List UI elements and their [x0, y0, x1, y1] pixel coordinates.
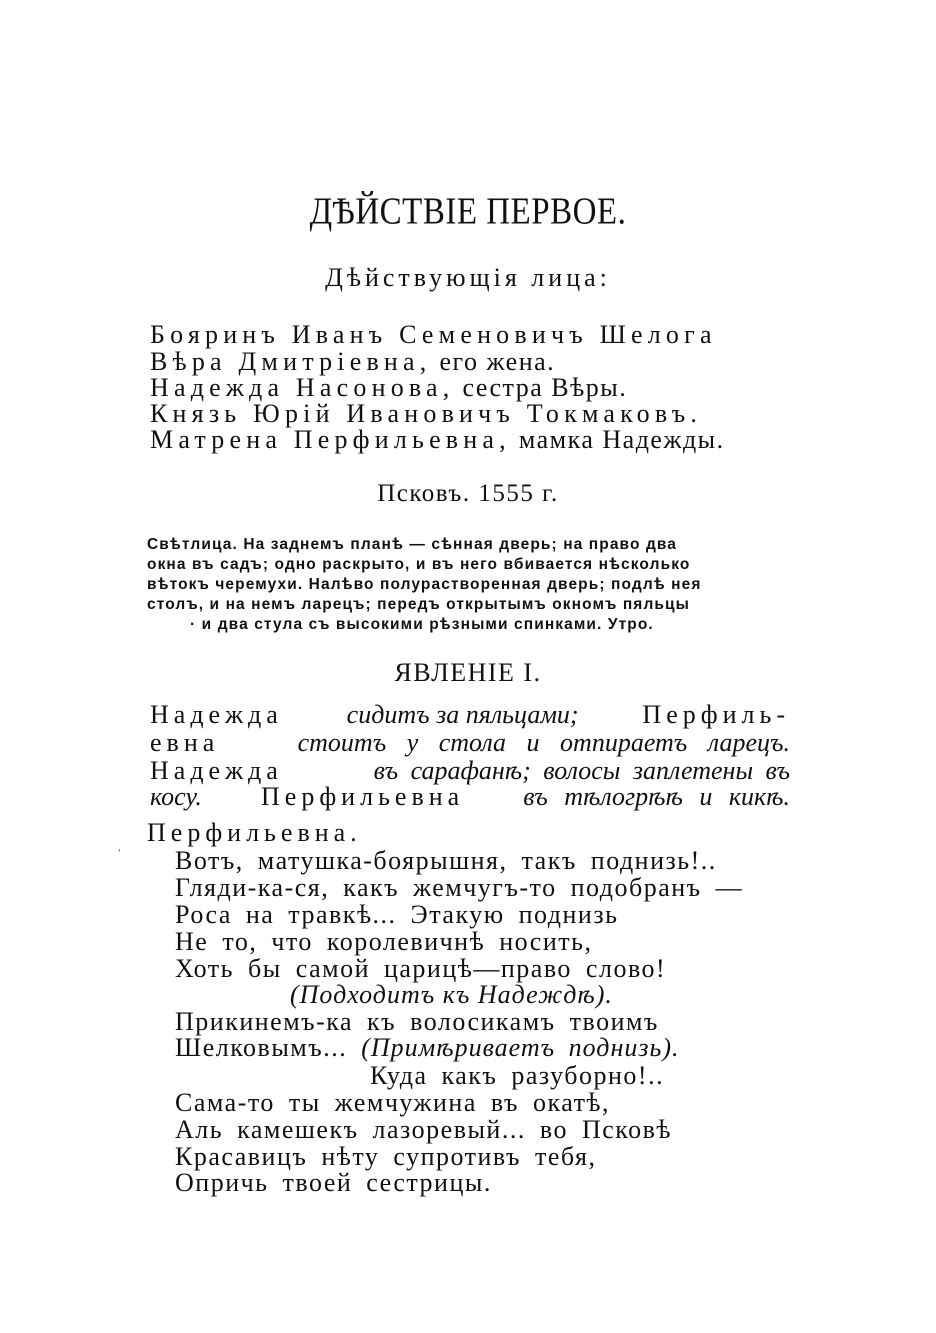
cast-role: его жена.	[431, 347, 556, 376]
cast-name: Бояринъ Иванъ Семеновичъ Шелога	[150, 320, 717, 349]
stage-direction-line	[150, 728, 790, 758]
verse-line: Куда какъ разуборно!..	[370, 1061, 665, 1090]
stage-cue: (Примѣриваетъ поднизь).	[361, 1033, 680, 1062]
verse-line: Прикинемъ-ка къ волосикамъ твоимъ	[175, 1007, 659, 1036]
stage-action: сидитъ за пяльцами;	[346, 700, 579, 729]
setting-line: столъ, и на немъ ларецъ; передъ открытымъ окномъ пяльцы	[147, 596, 690, 613]
stage-cue: (Подходитъ къ Надеждѣ).	[290, 980, 613, 1009]
setting-line: окна въ садъ; одно раскрыто, и въ него вбивается нѣсколько	[147, 556, 691, 573]
stage-action: стоитъ у стола и отпираетъ ларецъ.	[297, 728, 790, 757]
verse-line: Сама-то ты жемчужина въ окатѣ,	[175, 1088, 611, 1117]
verse-line: Аль камешекъ лазоревый... во Псковѣ	[175, 1115, 672, 1144]
margin-mark: ʾ	[117, 848, 122, 863]
character-name: евна	[150, 728, 220, 757]
verse-line: Роса на травкѣ... Этакую поднизь	[175, 900, 619, 929]
verse-line: Вотъ, матушка-боярышня, такъ поднизь!..	[175, 846, 717, 875]
cast-member	[150, 425, 725, 455]
act-title: ДѢЙСТВІЕ ПЕРВОЕ.	[309, 191, 627, 233]
verse-line: Хоть бы самой царицѣ—право слово!	[175, 954, 667, 983]
stage-action: въ сарафанѣ; волосы заплетены въ	[373, 756, 790, 785]
setting-line: Свѣтлица. На заднемъ планѣ — сѣнная дверь; на право два	[147, 536, 678, 553]
cast-name: Матрена Перфильевна,	[150, 425, 511, 454]
stage-action: косу.	[150, 782, 202, 811]
verse-line	[175, 1033, 680, 1063]
speaker-name: Перфильевна.	[147, 818, 362, 847]
place-and-year: Псковъ. 1555 г.	[377, 480, 559, 507]
scene-title: ЯВЛЕНІЕ I.	[394, 658, 542, 687]
verse-line: Не то, что королевичнѣ носить,	[175, 927, 593, 956]
cast-name: Князь Юрій Ивановичъ Токмаковъ.	[150, 399, 703, 428]
verse-text: Шелковымъ...	[175, 1033, 348, 1062]
cast-role: сестра Вѣры.	[454, 373, 628, 402]
character-name: Надежда	[150, 700, 283, 729]
character-name: Перфиль-	[642, 700, 790, 729]
dramatis-personae-heading: Дѣйствующія лица:	[325, 263, 611, 292]
setting-line: · и два стула съ высокими рѣзными спинками. Утро.	[190, 616, 654, 633]
stage-action: въ тѣлогрѣѣ и кикѣ.	[523, 782, 790, 811]
character-name: Перфильевна	[261, 782, 465, 811]
cast-role: мамка Надежды.	[510, 425, 725, 454]
verse-line: Красавицъ нѣту супротивъ тебя,	[175, 1142, 597, 1171]
cast-member	[150, 320, 717, 350]
stage-direction-line	[150, 782, 790, 812]
verse-line: Опричь твоей сестрицы.	[175, 1168, 492, 1197]
stage-direction-line	[150, 700, 790, 730]
cast-name: Надежда Насонова,	[150, 373, 455, 402]
verse-line: Гляди-ка-ся, какъ жемчугъ-то подобранъ —	[175, 873, 744, 902]
character-name: Надежда	[150, 756, 283, 785]
setting-line: вѣтокъ черемухи. Налѣво полурастворенная дверь; подлѣ нея	[147, 576, 702, 593]
cast-name: Вѣра Дмитріевна,	[150, 347, 432, 376]
